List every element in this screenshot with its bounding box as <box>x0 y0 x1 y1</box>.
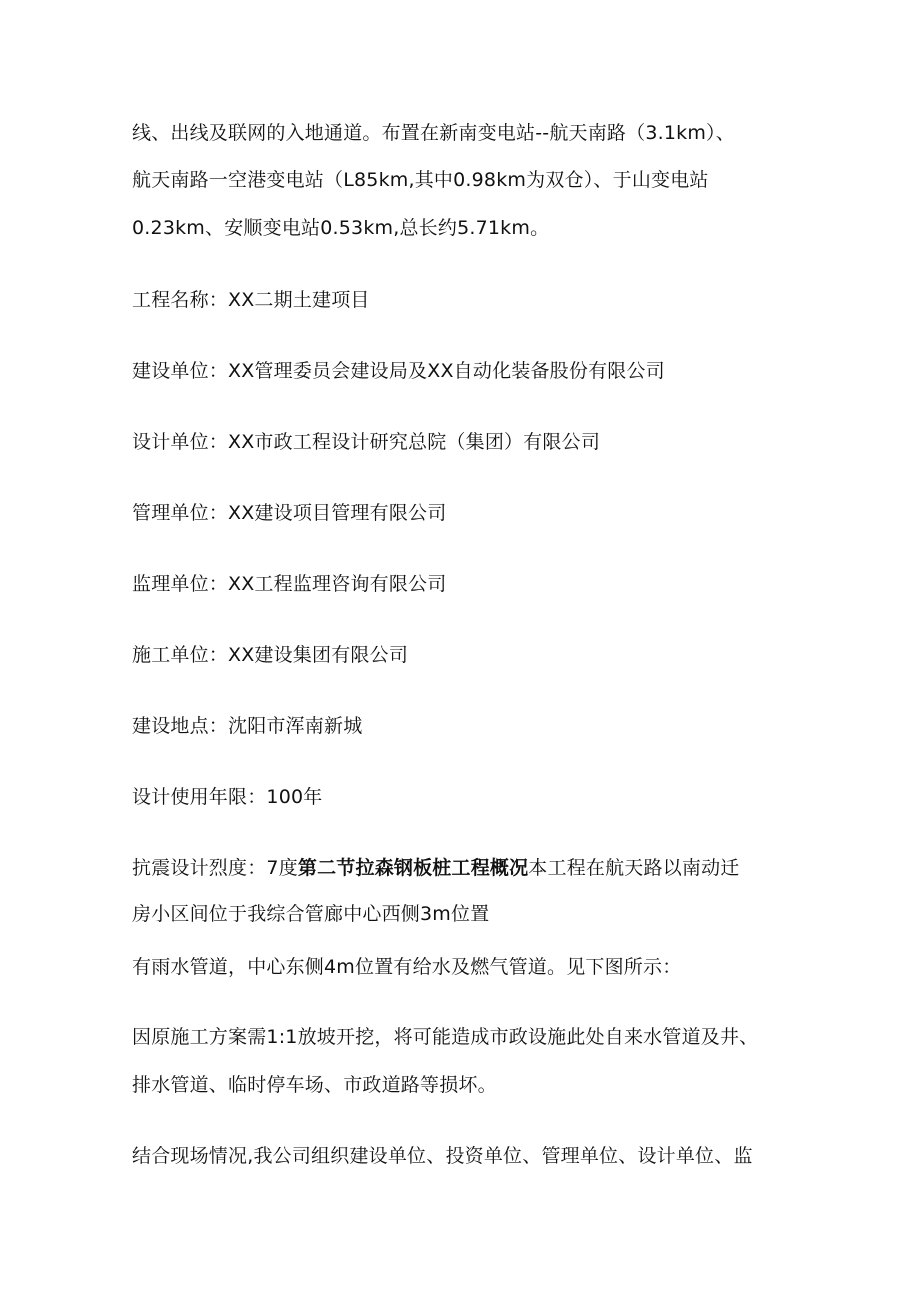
section-heading: 第二节拉森钢板桩工程概况 <box>297 857 529 879</box>
seismic-suffix: 本工程在航天路以南动迁 <box>528 857 740 879</box>
body-line-e: 结合现场情况,我公司组织建设单位、投资单位、管理单位、设计单位、监 <box>132 1145 753 1167</box>
intro-line-1: 线、出线及联网的入地通道。布置在新南变电站--航天南路（3.1km）、 <box>132 122 735 144</box>
body-line-c: 因原施工方案需1:1放坡开挖，将可能造成市政设施此处自来水管道及井、 <box>132 1026 759 1048</box>
body-line-b: 有雨水管道，中心东侧4m位置有给水及燃气管道。见下图所示： <box>132 956 682 978</box>
construction-unit: 建设单位：XX管理委员会建设局及XX自动化装备股份有限公司 <box>132 360 665 382</box>
contractor-unit: 施工单位：XX建设集团有限公司 <box>132 644 409 666</box>
management-unit: 管理单位：XX建设项目管理有限公司 <box>132 502 447 524</box>
seismic-prefix: 抗震设计烈度：7度 <box>132 857 298 879</box>
supervision-unit: 监理单位：XX工程监理咨询有限公司 <box>132 573 447 595</box>
intro-line-3: 0.23km、安顺变电站0.53km,总长约5.71km。 <box>132 217 550 239</box>
project-name: 工程名称：XX二期土建项目 <box>132 289 370 311</box>
design-unit: 设计单位：XX市政工程设计研究总院（集团）有限公司 <box>132 431 601 453</box>
construction-location: 建设地点：沈阳市浑南新城 <box>132 715 363 737</box>
body-line-a: 房小区间位于我综合管廊中心西侧3m位置 <box>132 903 490 925</box>
body-line-d: 排水管道、临时停车场、市政道路等损坏。 <box>132 1074 497 1096</box>
design-service-life: 设计使用年限：100年 <box>132 786 323 808</box>
intro-line-2: 航天南路一空港变电站（L85km,其中0.98km为双仓）、于山变电站 <box>132 169 709 191</box>
seismic-line <box>132 854 740 882</box>
